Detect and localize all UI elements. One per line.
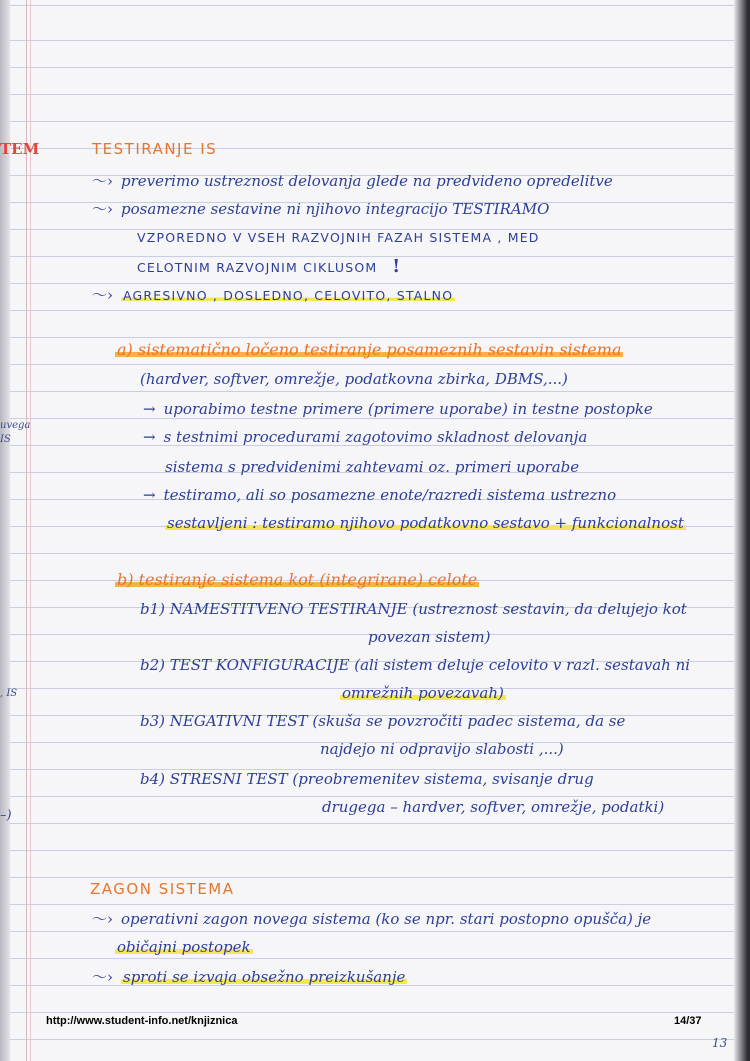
text-line: b3) NEGATIVNI TEST (skuša se povzročiti padec sistema, da se (140, 712, 626, 730)
text-line (340, 684, 506, 702)
text-line (92, 198, 549, 219)
text-line: b1) NAMESTITVENO TESTIRANJE (ustreznost sestavin, da delujejo kot (140, 600, 687, 618)
line-text: operativni zagon novega sistema (ko se npr. stari postopno opušča) je (121, 910, 652, 928)
footer-url[interactable]: http://www.student-info.net/knjiznica (46, 1015, 238, 1027)
text-line (92, 908, 651, 929)
margin-line (26, 0, 27, 1061)
subsection-text: b) testiranje sistema kot (integrirane) celote (117, 570, 478, 589)
wavy-arrow-icon: 〜› (92, 172, 113, 190)
line-text: običajni postopek (117, 938, 251, 956)
wavy-arrow-icon: 〜› (92, 910, 113, 928)
line-text: s testnimi procedurami zagotovimo skladnost delovanja (163, 428, 588, 446)
arrow-right-icon: → (143, 400, 156, 418)
text-line: VZPOREDNO V VSEH RAZVOJNIH FAZAH SISTEMA , MED (137, 230, 540, 245)
text-line (165, 514, 686, 532)
text-line: sistema s predvidenimi zahtevami oz. primeri uporabe (165, 458, 580, 476)
text-line (92, 170, 613, 191)
wavy-arrow-icon: 〜› (92, 968, 113, 986)
text-line (92, 966, 407, 987)
page-edge-shadow (734, 0, 750, 1061)
line-text: preverimo ustreznost delovanja glede na predvideno opredelitve (121, 172, 613, 190)
line-text: uporabimo testne primere (primere uporabe) in testne postopke (163, 400, 653, 418)
margin-line-secondary (30, 0, 31, 1061)
text-line: povezan sistem) (368, 628, 491, 646)
text-line (137, 256, 400, 277)
margin-mark-4: –) (0, 808, 12, 823)
notebook-spine (0, 0, 10, 1061)
text-line: drugega – hardver, softver, omrežje, podatki) (322, 798, 665, 816)
subsection-title-b (115, 570, 479, 589)
section-title-testiranje: TESTIRANJE IS (92, 140, 218, 158)
notebook-page-number: 13 (712, 1036, 728, 1050)
text-line: b4) STRESNI TEST (preobremenitev sistema, svisanje drug (140, 770, 594, 788)
line-text: omrežnih povezavah) (342, 684, 504, 702)
line-text: testiramo, ali so posamezne enote/razredi sistema ustrezno (163, 486, 617, 504)
text-line (143, 486, 616, 504)
arrow-right-icon: → (143, 486, 156, 504)
arrow-right-icon: → (143, 428, 156, 446)
section-title-zagon: ZAGON SISTEMA (90, 880, 235, 898)
text-line (143, 400, 653, 418)
line-text: sestavljeni : testiramo njihovo podatkovno sestavo + funkcionalnost (167, 514, 684, 532)
margin-mark-2: IS (0, 434, 11, 445)
text-line: b2) TEST KONFIGURACIJE (ali sistem deluje celovito v razl. sestavah ni (140, 656, 691, 674)
text-line (92, 284, 455, 305)
text-line: (hardver, softver, omrežje, podatkovna zbirka, DBMS,...) (140, 370, 568, 388)
subsection-text: a) sistematično ločeno testiranje posameznih sestavin sistema (117, 340, 622, 359)
margin-mark-top: TEM (0, 140, 40, 158)
line-text: sproti se izvaja obsežno preizkušanje (123, 968, 406, 986)
wavy-arrow-icon: 〜› (92, 286, 113, 304)
margin-mark-3: , IS (0, 688, 18, 699)
line-text: AGRESIVNO , DOSLEDNO, CELOVITO, STALNO (123, 288, 454, 303)
text-line: najdejo ni odpravijo slabosti ,...) (320, 740, 564, 758)
text-line (115, 938, 253, 956)
wavy-arrow-icon: 〜› (92, 200, 113, 218)
text-line (143, 428, 587, 446)
footer-page-number: 14/37 (674, 1015, 702, 1027)
exclamation-mark: ! (392, 256, 401, 277)
margin-mark-1: uvega (0, 420, 31, 431)
line-text: posamezne sestavine ni njihovo integracijo TESTIRAMO (121, 200, 550, 218)
line-text: CELOTNIM RAZVOJNIM CIKLUSOM (137, 260, 378, 275)
subsection-title-a (115, 340, 623, 359)
